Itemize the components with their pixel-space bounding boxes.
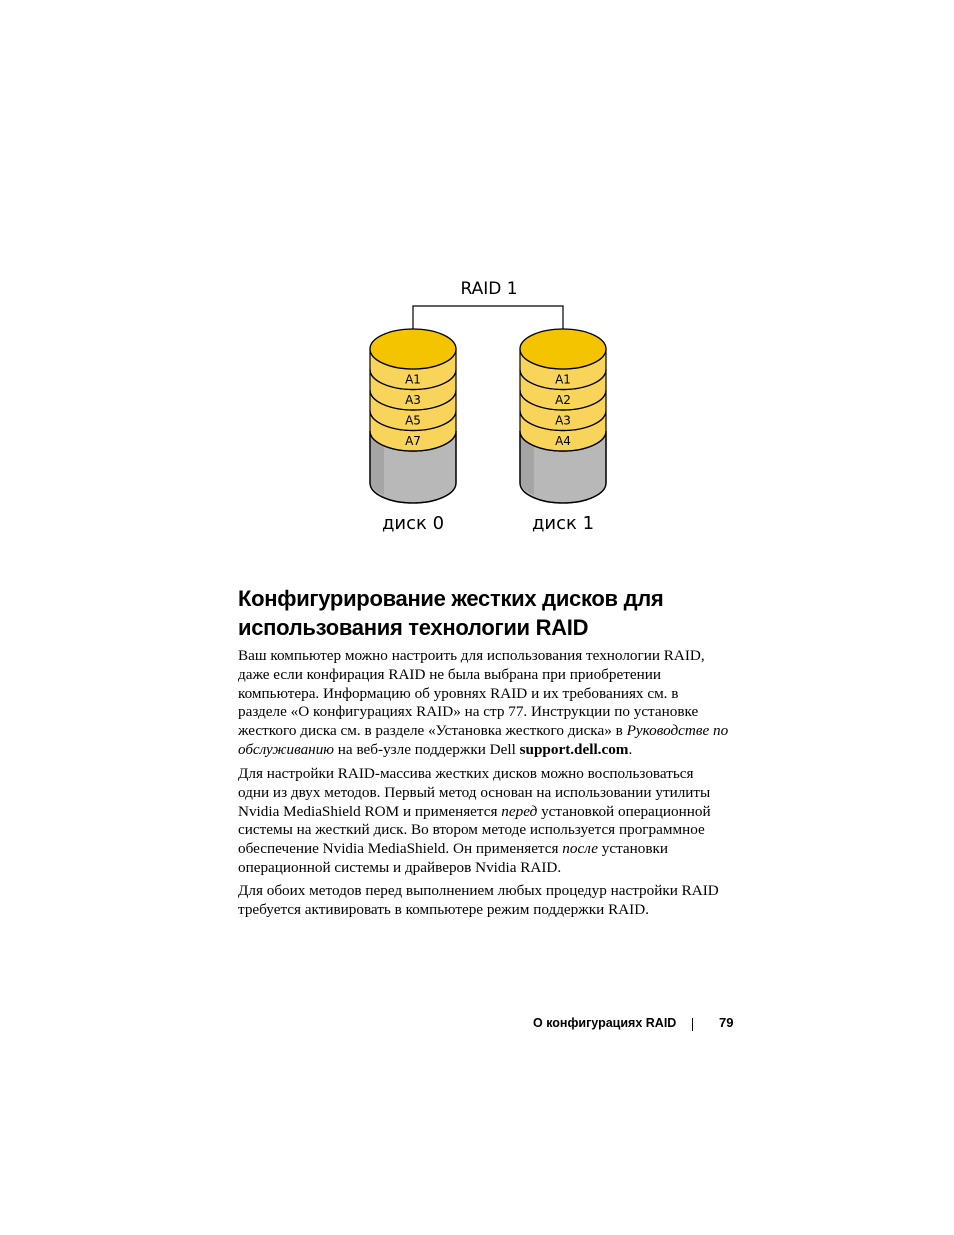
section-heading (238, 584, 758, 642)
segment-label: A1 (555, 372, 571, 387)
paragraph-1 (238, 647, 758, 760)
p1-line (238, 741, 758, 760)
disk-top (370, 329, 456, 369)
p2-l5-text: обеспечение Nvidia MediaShield. Он применяется (238, 840, 563, 858)
p1-line: разделе «О конфигурациях RAID» на стр 77. Инструкции по установке (238, 703, 699, 721)
p2-l3-end: установкой операционной (537, 802, 711, 820)
p3-line: Для обоих методов перед выполнением любых процедур настройки RAID (238, 882, 719, 899)
manual-title-part2: обслуживанию (238, 740, 334, 758)
p1-line (238, 722, 758, 741)
p1-line: компьютера. Информацию об уровнях RAID и их требованиях см. в (238, 684, 679, 702)
disk-label: диск 0 (381, 513, 445, 534)
segment-label: A2 (555, 393, 571, 407)
p2-line (238, 840, 758, 859)
paragraph-3 (238, 882, 758, 920)
footer-chapter-title: О конфигурациях RAID (533, 1016, 677, 1030)
segment-label: A4 (555, 434, 571, 448)
disk-1 (520, 329, 606, 534)
p2-line: Для настройки RAID-массива жестких дисков можно воспользоваться (238, 765, 694, 782)
p3-line: требуется активировать в компьютере режим поддержки RAID. (238, 900, 649, 918)
emphasis-before: перед (501, 802, 538, 820)
raid-title: RAID 1 (460, 279, 518, 299)
segment-label: A1 (405, 372, 421, 387)
emphasis-after: после (562, 840, 598, 858)
p2-line: одни из двух методов. Первый метод основан на использовании утилиты (238, 783, 711, 801)
p2-l5-end: установки (597, 840, 669, 858)
disk-label: диск 1 (531, 513, 595, 534)
p1-line: даже если конфирация RAID не была выбрана при приобретении (238, 665, 661, 683)
paragraph-2 (238, 765, 758, 878)
footer-page-number: 79 (719, 1015, 734, 1030)
p2-line (238, 803, 758, 822)
heading-line-2: использования технологии RAID (238, 615, 589, 640)
segment-label: A5 (405, 413, 421, 428)
disk-0 (370, 329, 456, 534)
segment-label: A7 (405, 434, 421, 448)
footer-separator (692, 1018, 693, 1031)
p1-l6-end: . (628, 740, 633, 758)
p1-l5-text: жесткого диска см. в разделе «Установка жесткого диска» в (238, 722, 627, 740)
support-link[interactable]: support.dell.com (519, 740, 629, 758)
p2-line: операционной системы и драйверов Nvidia RAID. (238, 858, 562, 876)
p1-line: Ваш компьютер можно настроить для использования технологии RAID, (238, 647, 705, 664)
heading-line-1: Конфигурирование жестких дисков для (238, 586, 664, 611)
raid1-diagram (0, 0, 954, 560)
p1-l6-text: на веб-узле поддержки Dell (334, 740, 520, 758)
segment-label: A3 (405, 393, 421, 407)
p2-line: системы на жесткий диск. Во втором методе используется программное (238, 821, 705, 839)
manual-title-part1: Руководстве по (626, 722, 729, 740)
segment-label: A3 (555, 413, 571, 428)
disk-top (520, 329, 606, 369)
p2-l3-text: Nvidia MediaShield ROM и применяется (238, 802, 502, 820)
